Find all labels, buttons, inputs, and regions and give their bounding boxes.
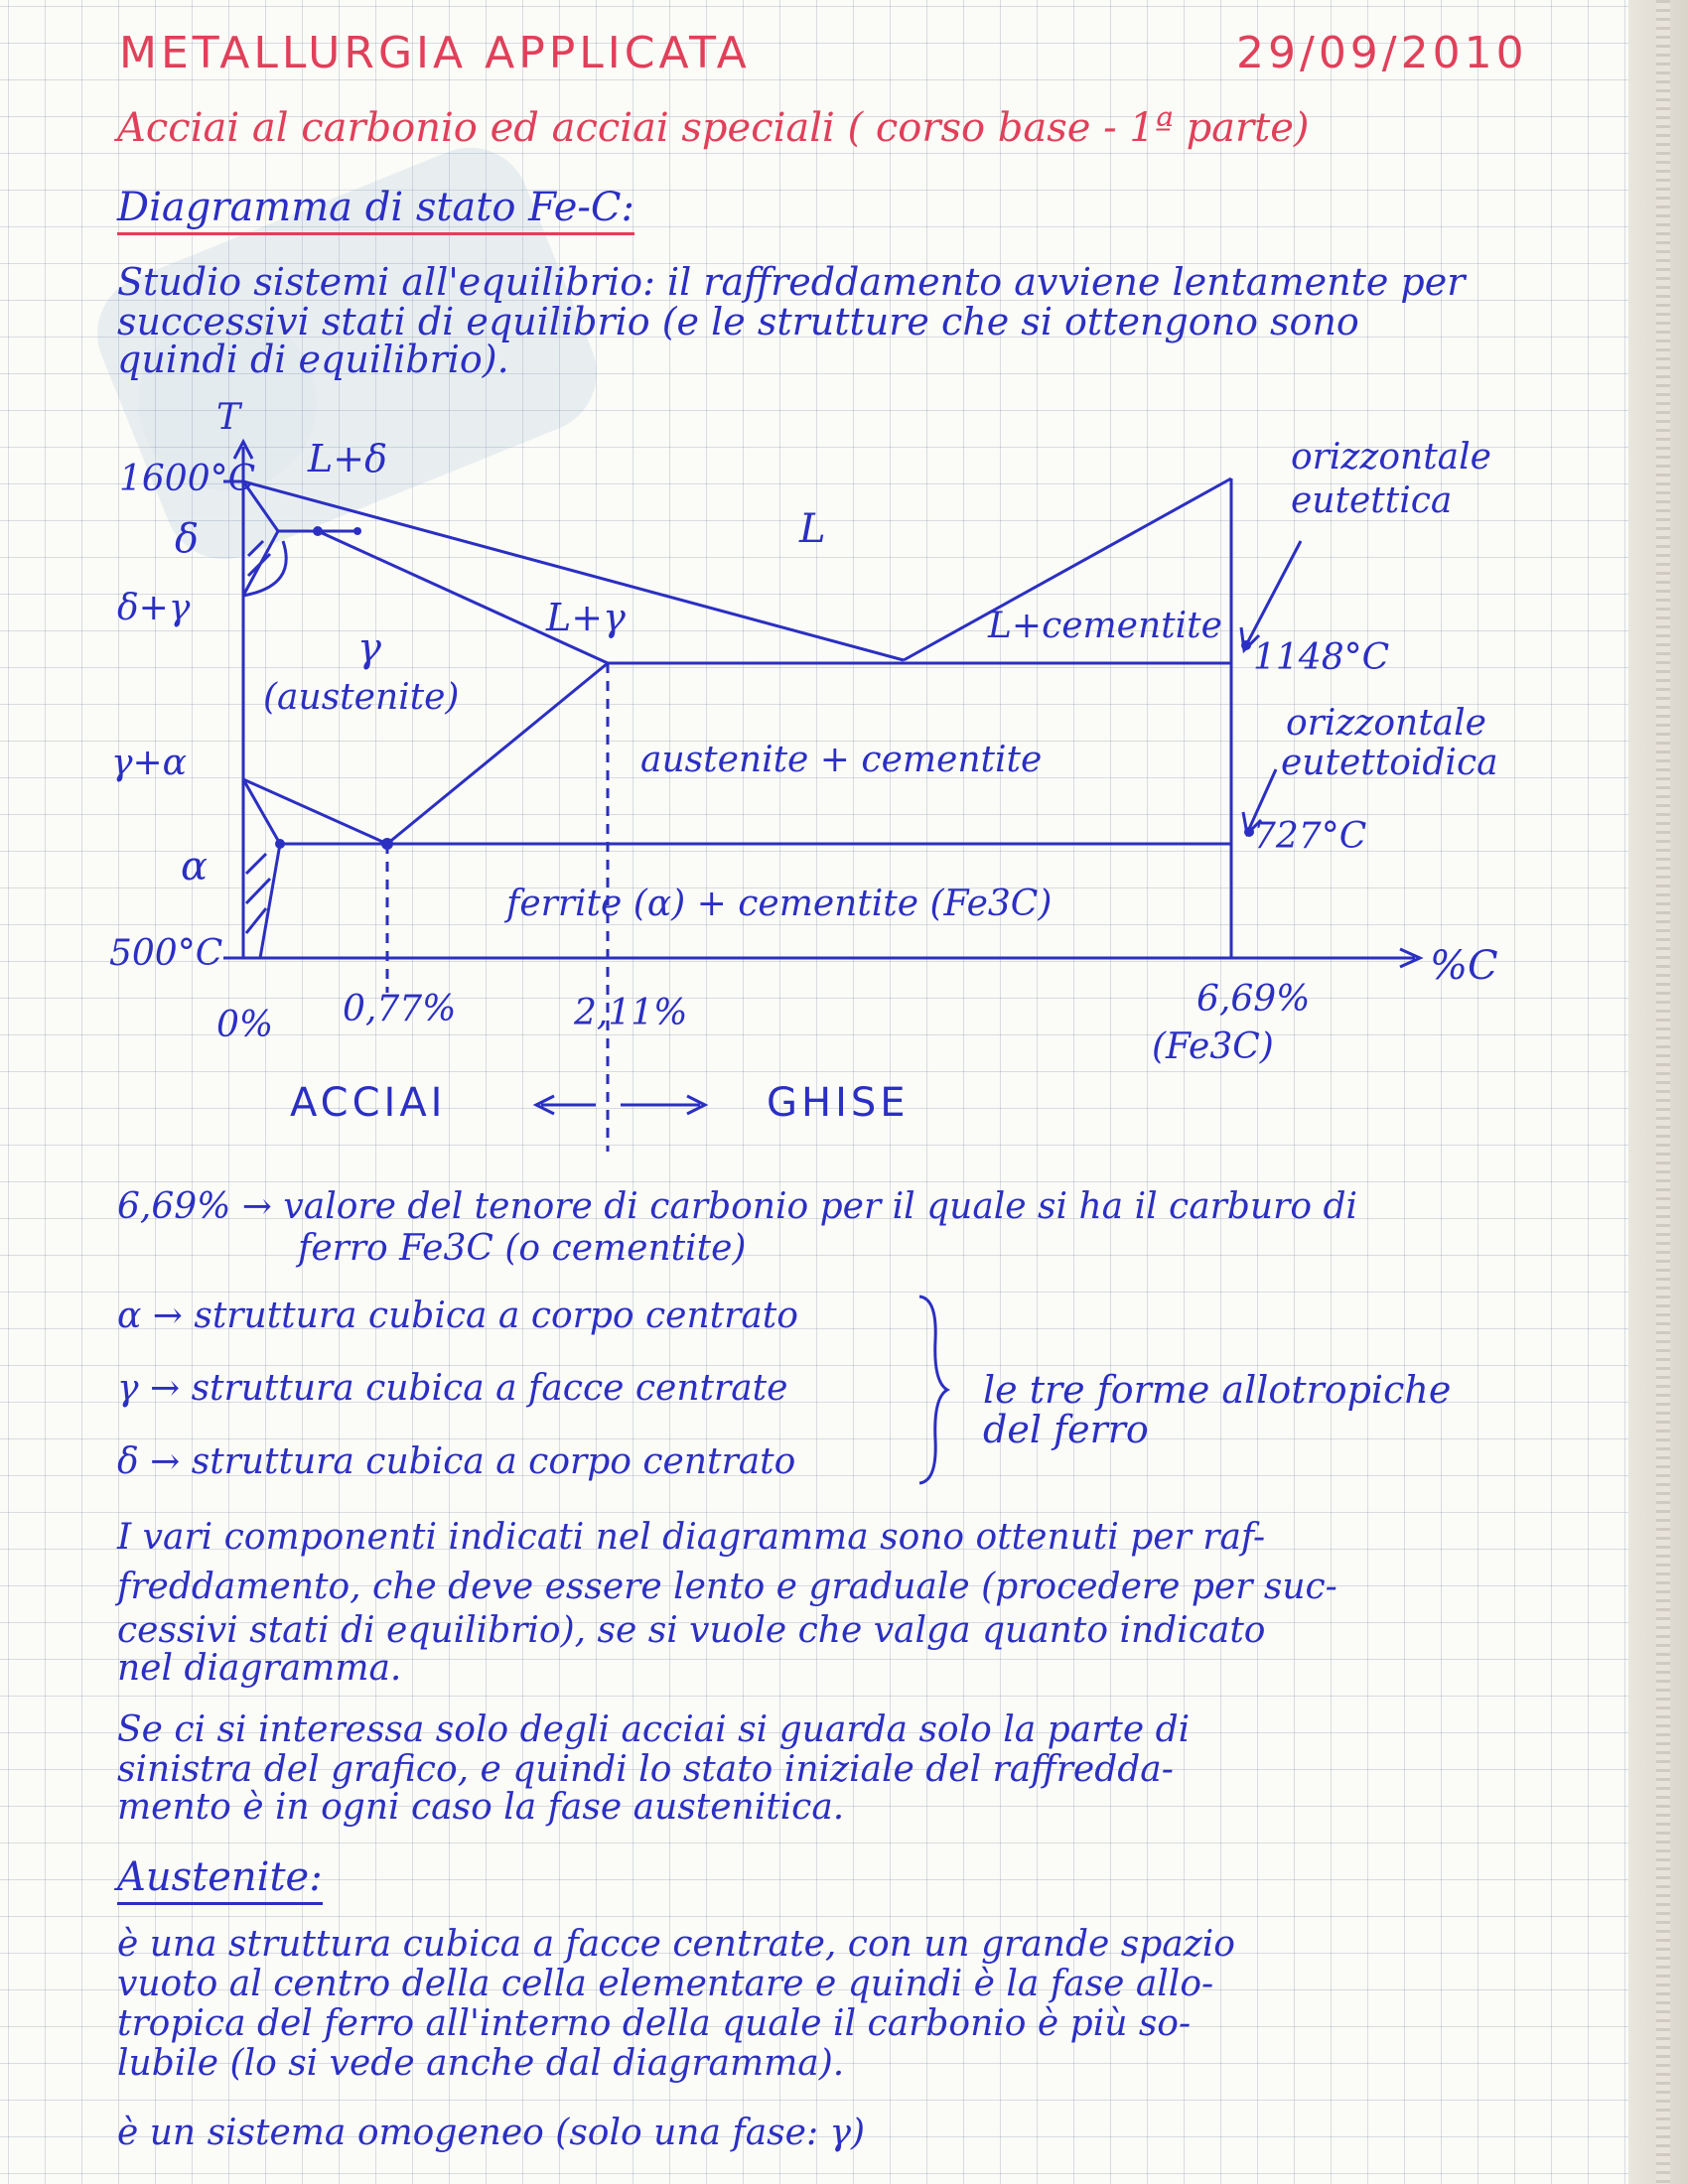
section-heading-austenite: Austenite: [117, 1854, 323, 1905]
austenite-line: è una struttura cubica a facce centrate, con un grande spazio [117, 1924, 1235, 1965]
paragraph-line: Se ci si interessa solo degli acciai si guarda solo la parte di [117, 1709, 1191, 1750]
eutectoid-label: eutettoidica [1281, 743, 1498, 783]
alpha-structure-note: α → struttura cubica a corpo centrato [117, 1296, 798, 1336]
ghise-label: GHISE [767, 1080, 910, 1126]
page-date: 29/09/2010 [1236, 28, 1528, 78]
temp-500-label: 500°C [109, 933, 223, 974]
paragraph-line: I vari componenti indicati nel diagramma sono ottenuti per raf- [117, 1517, 1266, 1558]
intro-line: quindi di equilibrio). [117, 338, 509, 381]
paragraph-line: cessivi stati di equilibrio), se si vuole che valga quanto indicato [117, 1610, 1266, 1651]
intro-line: Studio sistemi all'equilibrio: il raffreddamento avviene lentamente per [117, 260, 1466, 304]
delta-region-curve [243, 541, 286, 596]
phase-delta-gamma-label: δ+γ [117, 588, 191, 628]
page-subtitle: Acciai al carbonio ed acciai speciali ( corso base - 1ª parte) [117, 105, 1310, 151]
allotropic-note: le tre forme allotropiche [983, 1368, 1452, 1412]
eutectoid-label: orizzontale [1286, 703, 1486, 744]
gamma-structure-note: γ → struttura cubica a facce centrate [117, 1368, 788, 1409]
x-tick-669-note: (Fe3C) [1152, 1026, 1274, 1067]
x-tick-669: 6,69% [1196, 979, 1311, 1020]
phase-gamma-name: (austenite) [263, 677, 460, 718]
cementite-note: ferro Fe3C (o cementite) [298, 1228, 747, 1269]
phase-austenite-cementite-label: austenite + cementite [640, 740, 1043, 780]
austenite-last-line: è un sistema omogeneo (solo una fase: γ) [117, 2113, 866, 2153]
intro-line: successivi stati di equilibrio (e le strutture che si ottengono sono [117, 300, 1359, 343]
paragraph-line: mento è in ogni caso la fase austenitica. [117, 1787, 845, 1828]
eutectic-label: orizzontale [1291, 437, 1491, 478]
austenite-line: lubile (lo si vede anche dal diagramma). [117, 2043, 845, 2084]
curly-brace [914, 1291, 953, 1489]
eutectic-pointer [1246, 541, 1301, 645]
acciai-label: ACCIAI [290, 1080, 447, 1126]
x-tick-0: 0% [216, 1005, 274, 1045]
phase-l-gamma-label: L+γ [546, 596, 626, 639]
temp-1600-label: 1600°C [119, 459, 256, 499]
x-tick-211: 2,11% [574, 993, 688, 1033]
paragraph-line: sinistra del grafico, e quindi lo stato iniziale del raffredda- [117, 1749, 1174, 1790]
austenite-line: vuoto al centro della cella elementare e quindi è la fase allo- [117, 1964, 1214, 2004]
section-heading-diagram: Diagramma di stato Fe-C: [117, 185, 634, 235]
phase-gamma-alpha-label: γ+α [111, 743, 187, 783]
phase-l-delta-label: L+δ [308, 437, 387, 480]
x-tick-077: 0,77% [343, 989, 457, 1029]
a3-line [243, 779, 387, 844]
x-axis-label: %C [1430, 943, 1498, 989]
y-axis-label: T [216, 397, 241, 438]
phase-alpha-label: α [181, 844, 209, 889]
phase-gamma-label: γ [357, 625, 381, 671]
delta-structure-note: δ → struttura cubica a corpo centrato [117, 1441, 796, 1482]
phase-l-label: L [799, 506, 826, 552]
allotropic-note: del ferro [983, 1408, 1149, 1451]
page-title: METALLURGIA APPLICATA [119, 28, 751, 78]
paragraph-line: nel diagramma. [117, 1648, 402, 1689]
alpha-solvus [260, 844, 280, 958]
phase-delta-label: δ [175, 516, 200, 562]
eutectic-temp-label: 1148°C [1253, 637, 1390, 678]
notebook-binding [1656, 0, 1670, 2184]
austenite-line: tropica del ferro all'interno della quale il carbonio è più so- [117, 2003, 1192, 2044]
paragraph-line: freddamento, che deve essere lento e graduale (procedere per suc- [117, 1567, 1337, 1607]
eutectoid-temp-label: 727°C [1253, 816, 1367, 857]
eutectic-label: eutettica [1291, 480, 1453, 521]
phase-ferrite-cementite-label: ferrite (α) + cementite (Fe3C) [506, 884, 1053, 924]
phase-l-cementite-label: L+cementite [988, 606, 1222, 646]
cementite-note: 6,69% → valore del tenore di carbonio per il quale si ha il carburo di [117, 1186, 1357, 1227]
